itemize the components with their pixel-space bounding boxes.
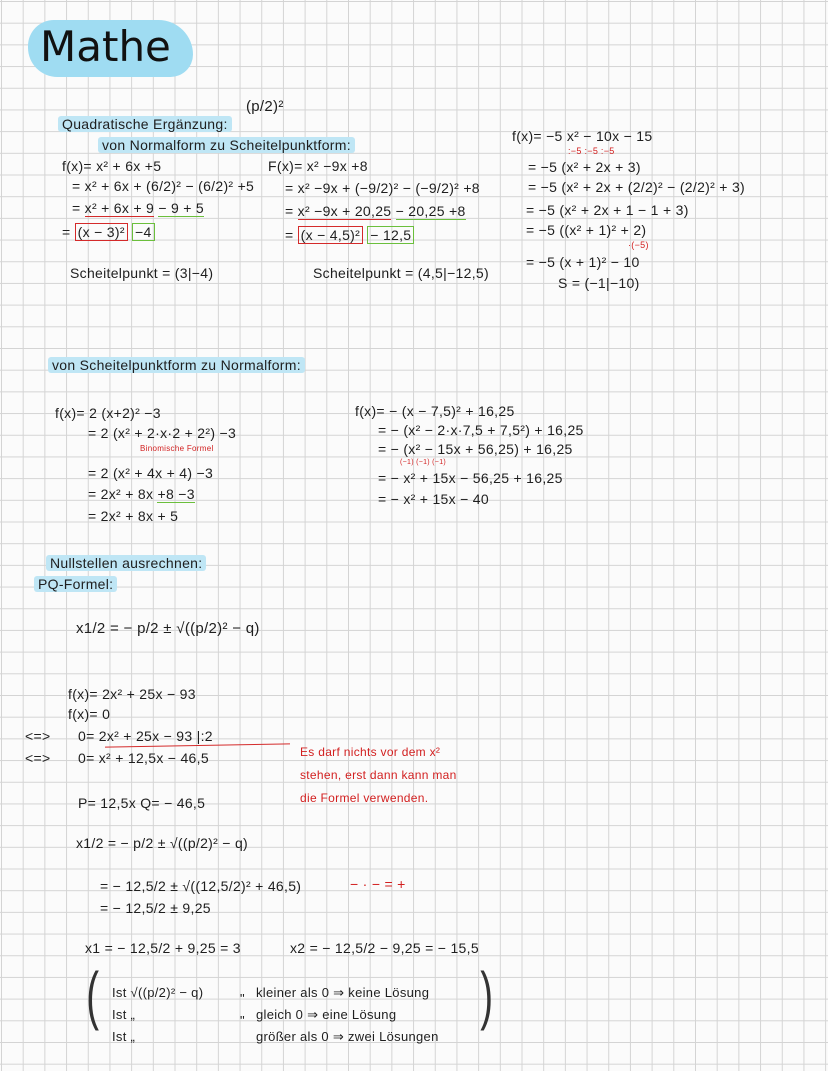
ex2-line: F(x)= x² −9x +8 bbox=[268, 158, 368, 174]
ex1-result: = (x − 3)² −4 bbox=[62, 224, 155, 240]
ex3-vertex: S = (−1|−10) bbox=[558, 275, 640, 291]
heading-nullstellen: Nullstellen ausrechnen: bbox=[46, 555, 206, 571]
case-result: kleiner als 0 ⇒ keine Lösung bbox=[256, 985, 430, 1000]
s2-left-line: = 2x² + 8x + 5 bbox=[88, 508, 179, 524]
ex2-square-box: (x − 4,5)² bbox=[298, 226, 363, 244]
s2-left-line: f(x)= 2 (x+2)² −3 bbox=[55, 405, 161, 421]
ex1-line: = x² + 6x + 9 − 9 + 5 bbox=[72, 200, 205, 216]
ditto-mark: " bbox=[240, 1013, 245, 1028]
case-condition: Ist „ bbox=[112, 1029, 136, 1044]
p-q-values: P= 12,5x Q= − 46,5 bbox=[78, 795, 206, 811]
s3-line: f(x)= 2x² + 25x − 93 bbox=[68, 686, 196, 702]
ex1-red-part: x² + 6x + 9 bbox=[84, 200, 155, 216]
ex3-line: = −5 (x² + 2x + 3) bbox=[528, 159, 641, 175]
ditto-mark: " bbox=[240, 991, 245, 1006]
ex2-vertex: Scheitelpunkt = (4,5|−12,5) bbox=[313, 265, 489, 281]
s2-right-line: = − x² + 15x − 56,25 + 16,25 bbox=[378, 470, 563, 486]
s2-right-line: = − (x² − 15x + 56,25) + 16,25 bbox=[378, 441, 573, 457]
ex3-line: = −5 (x² + 2x + (2/2)² − (2/2)² + 3) bbox=[528, 179, 745, 195]
ex2-constant-box: − 12,5 bbox=[367, 226, 414, 244]
solution-x2: x2 = − 12,5/2 − 9,25 = − 15,5 bbox=[290, 940, 479, 956]
ex2-result: = (x − 4,5)² − 12,5 bbox=[285, 227, 414, 243]
heading-pq-formel: PQ-Formel: bbox=[34, 576, 117, 592]
heading-vertex-to-normal: von Scheitelpunktform zu Normalform: bbox=[48, 357, 305, 373]
ex3-division-note: :−5 :−5 :−5 bbox=[568, 146, 615, 156]
calc-line: = − 12,5/2 ± √((12,5/2)² + 46,5) bbox=[100, 878, 302, 894]
calc-line: x1/2 = − p/2 ± √((p/2)² − q) bbox=[76, 835, 249, 851]
binomial-note: Binomische Formel bbox=[140, 444, 214, 453]
sign-rule-note: − · − = + bbox=[350, 876, 406, 892]
ex1-line: f(x)= x² + 6x +5 bbox=[62, 158, 162, 174]
red-note-line: die Formel verwenden. bbox=[300, 791, 429, 805]
subheading-normal-to-vertex: von Normalform zu Scheitelpunktform: bbox=[98, 137, 355, 153]
equivalence-arrow: <=> bbox=[25, 728, 51, 744]
ex1-line: = x² + 6x + (6/2)² − (6/2)² +5 bbox=[72, 178, 255, 194]
heading-quadratische-ergaenzung: Quadratische Ergänzung: bbox=[58, 116, 232, 132]
s2-left-line bbox=[88, 486, 195, 502]
equivalence-arrow: <=> bbox=[25, 750, 51, 766]
ex2-line: = x² −9x + (−9/2)² − (−9/2)² +8 bbox=[285, 180, 480, 196]
open-parenthesis: ( bbox=[86, 959, 100, 1031]
close-parenthesis: ) bbox=[480, 959, 494, 1031]
calc-line: = − 12,5/2 ± 9,25 bbox=[100, 900, 211, 916]
ex1-constant-box: −4 bbox=[132, 223, 155, 241]
s2-left-green-part: +8 −3 bbox=[157, 486, 195, 502]
case-condition: Ist √((p/2)² − q) bbox=[112, 985, 204, 1000]
ex3-multiply-note: ·(−5) bbox=[628, 240, 649, 250]
case-condition: Ist „ bbox=[112, 1007, 136, 1022]
ex3-line: = −5 ((x² + 1)² + 2) bbox=[526, 222, 647, 238]
ex3-line: = −5 (x + 1)² − 10 bbox=[526, 254, 640, 270]
sign-note: (−1) (−1) (−1) bbox=[400, 459, 447, 466]
s2-left-line: = 2 (x² + 2·x·2 + 2²) −3 bbox=[88, 425, 237, 441]
s2-right-line: = − x² + 15x − 40 bbox=[378, 491, 489, 507]
case-result: größer als 0 ⇒ zwei Lösungen bbox=[256, 1029, 439, 1044]
s3-line: f(x)= 0 bbox=[68, 706, 111, 722]
s2-left-line: = 2 (x² + 4x + 4) −3 bbox=[88, 465, 214, 481]
s3-line: 0= x² + 12,5x − 46,5 bbox=[78, 750, 209, 766]
ex2-green-part: − 20,25 +8 bbox=[395, 203, 466, 219]
hint-formula: (p/2)² bbox=[246, 98, 284, 115]
pq-formula: x1/2 = − p/2 ± √((p/2)² − q) bbox=[76, 620, 260, 637]
ex1-vertex: Scheitelpunkt = (3|−4) bbox=[70, 265, 214, 281]
ex3-line: = −5 (x² + 2x + 1 − 1 + 3) bbox=[526, 202, 689, 218]
ex2-line: = x² −9x + 20,25 − 20,25 +8 bbox=[285, 203, 466, 219]
case-result: gleich 0 ⇒ eine Lösung bbox=[256, 1007, 397, 1022]
page-title: Mathe bbox=[28, 20, 193, 77]
s2-right-line: = − (x² − 2·x·7,5 + 7,5²) + 16,25 bbox=[378, 422, 584, 438]
s2-left-part: = 2x² + 8x bbox=[88, 486, 154, 502]
s2-right-line: f(x)= − (x − 7,5)² + 16,25 bbox=[355, 403, 515, 419]
ex3-line: f(x)= −5 x² − 10x − 15 bbox=[512, 128, 653, 144]
ex1-green-part: − 9 + 5 bbox=[158, 200, 205, 216]
ex2-red-part: x² −9x + 20,25 bbox=[297, 203, 392, 219]
red-note-line: Es darf nichts vor dem x² bbox=[300, 745, 441, 759]
ex1-square-box: (x − 3)² bbox=[75, 223, 128, 241]
solution-x1: x1 = − 12,5/2 + 9,25 = 3 bbox=[85, 940, 241, 956]
red-note-line: stehen, erst dann kann man bbox=[300, 768, 457, 782]
s3-line: 0= 2x² + 25x − 93 |:2 bbox=[78, 728, 213, 744]
